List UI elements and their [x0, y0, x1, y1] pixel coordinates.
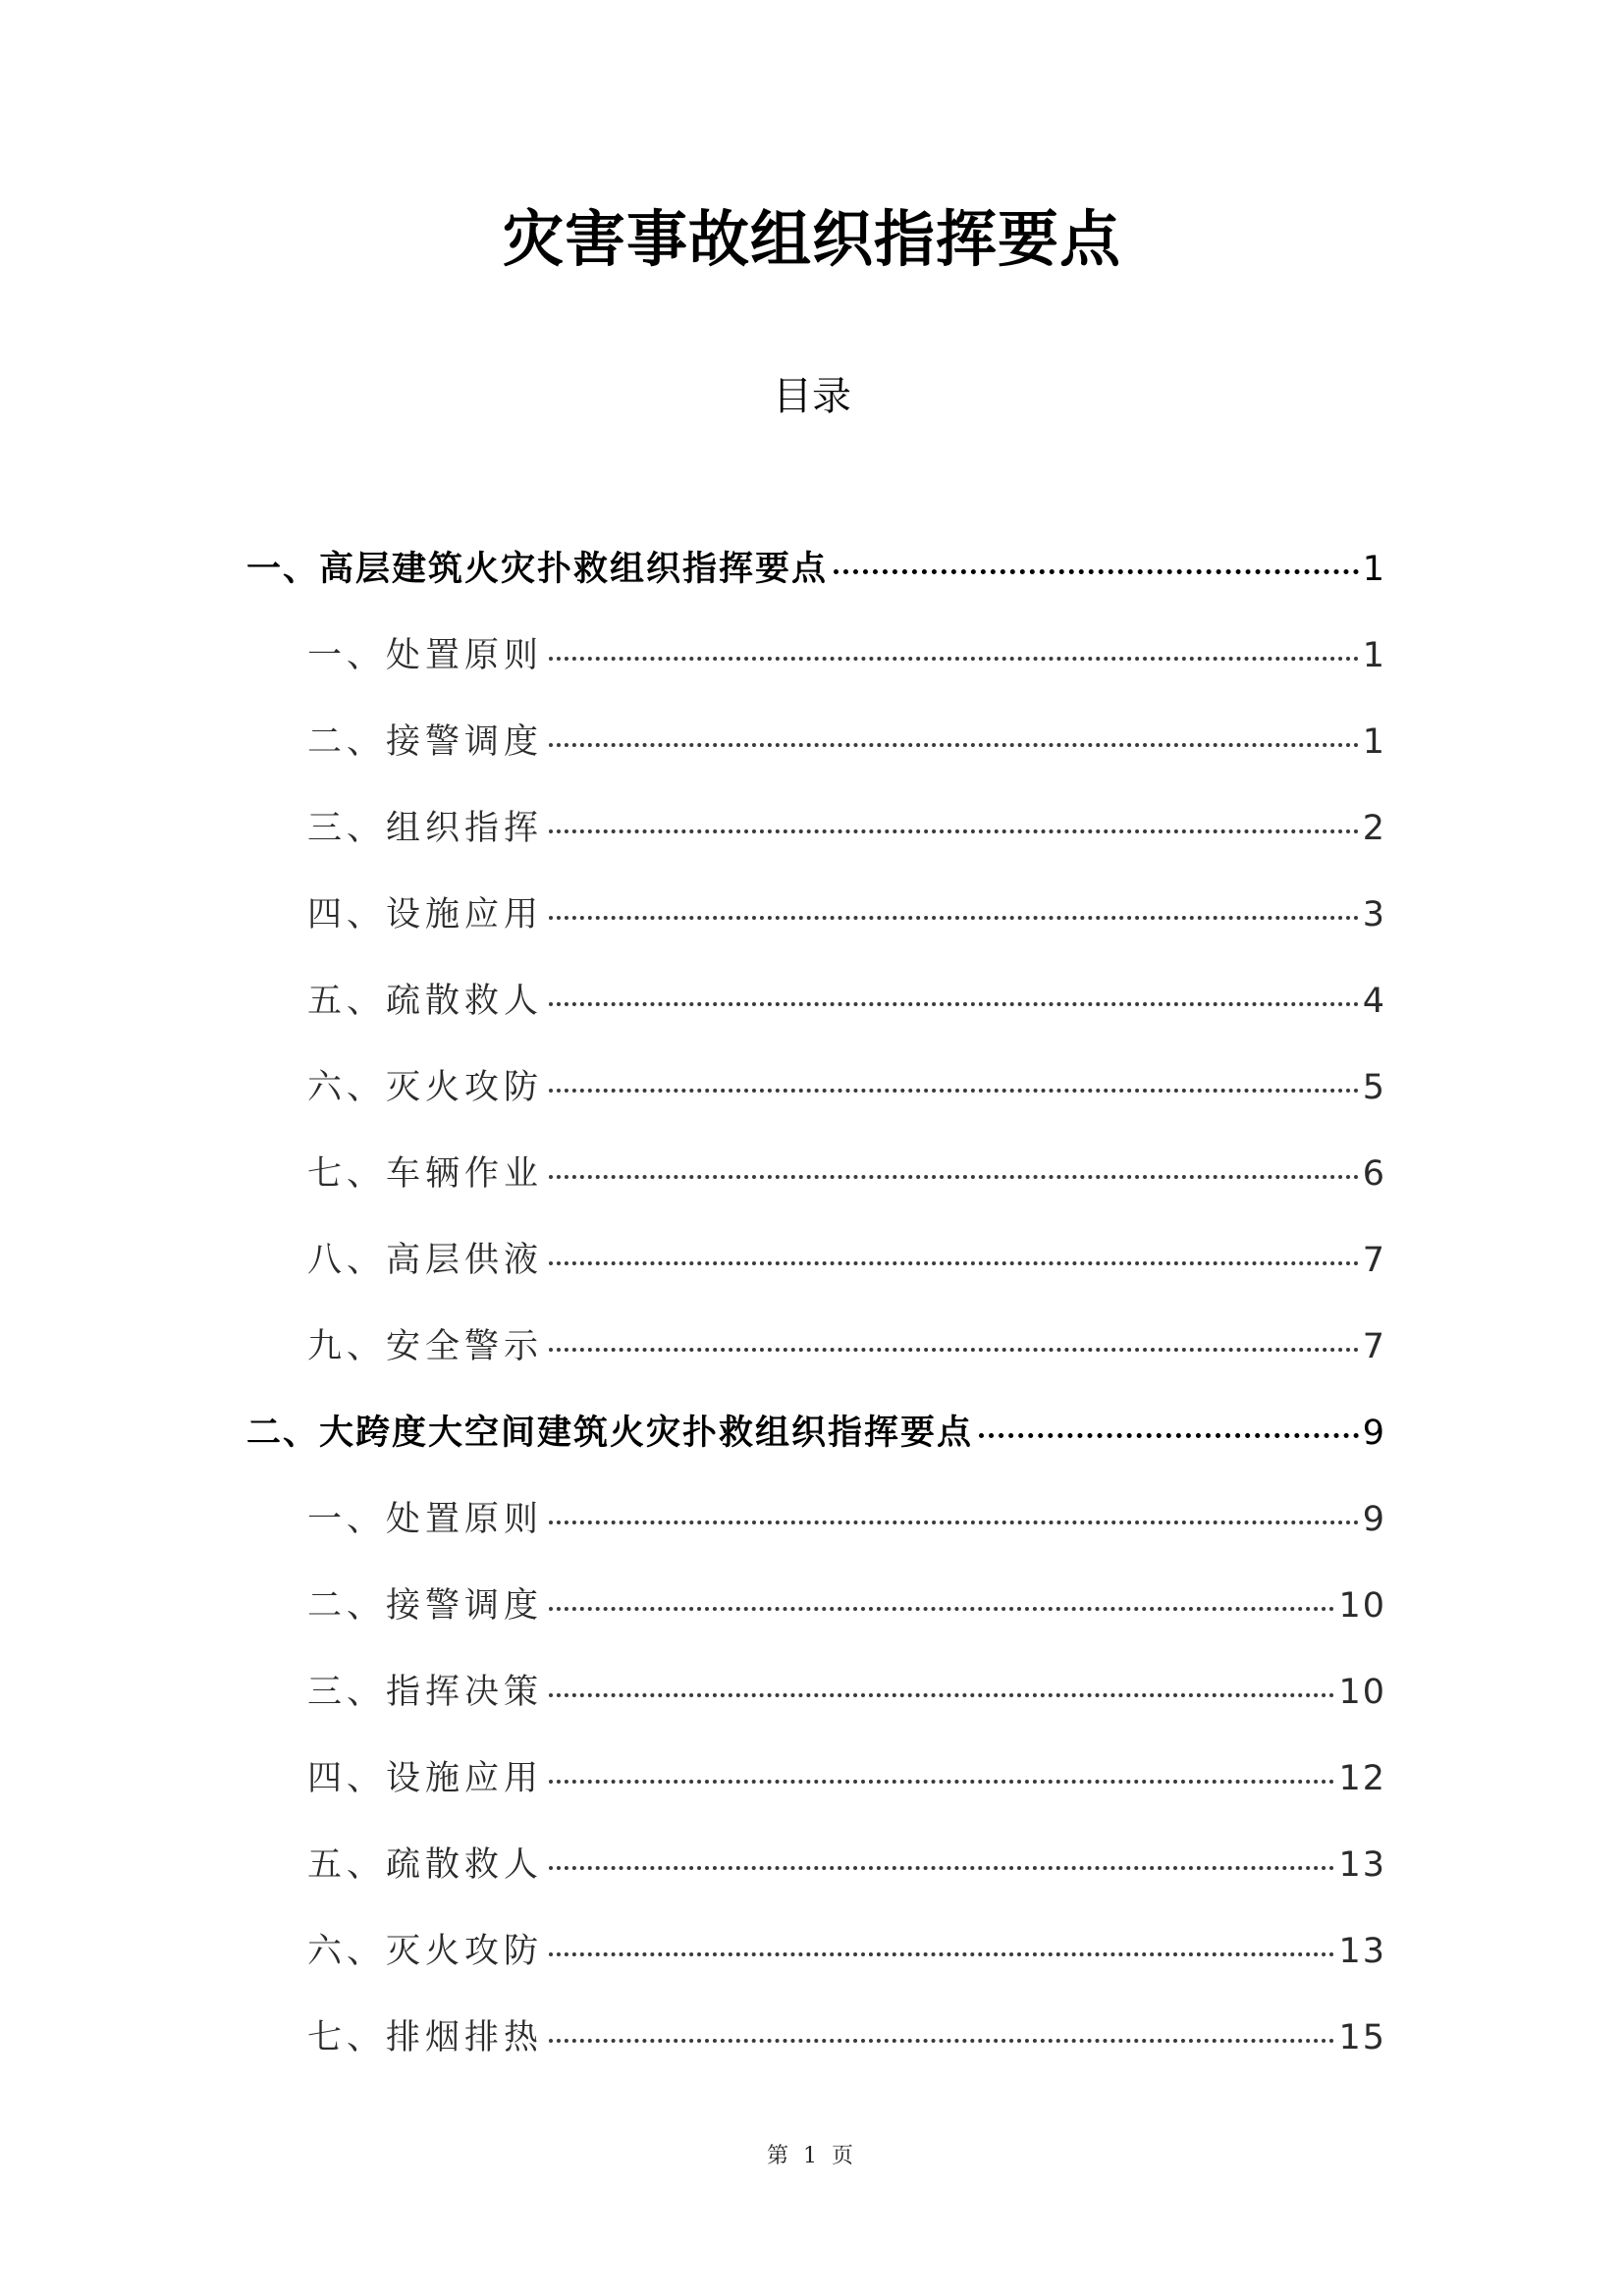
- toc-section-link[interactable]: [246, 1749, 1386, 1836]
- toc-section-link[interactable]: [246, 1663, 1386, 1749]
- toc-entry-title: 四、设施应用: [307, 1759, 544, 1798]
- dot-leader: [549, 916, 1359, 920]
- toc-section-link[interactable]: [246, 1058, 1386, 1145]
- dot-leader: [549, 829, 1359, 833]
- toc-section-link[interactable]: [246, 885, 1386, 972]
- toc-page-number: 7: [1362, 1327, 1386, 1366]
- toc-entry-title: 一、处置原则: [307, 636, 544, 675]
- toc-entry-title: 一、处置原则: [307, 1500, 544, 1539]
- dot-leader: [549, 1002, 1359, 1006]
- toc-page-number: 9: [1362, 1414, 1386, 1453]
- toc-chapter-link[interactable]: [246, 540, 1386, 626]
- dot-leader: [549, 2039, 1334, 2043]
- toc-page-number: 7: [1362, 1241, 1386, 1280]
- toc-entry-title: 八、高层供液: [307, 1241, 544, 1280]
- toc-page-number: 15: [1338, 2018, 1386, 2057]
- toc-page-number: 6: [1362, 1154, 1386, 1194]
- dot-leader: [549, 1607, 1334, 1611]
- toc-entry-title: 六、灭火攻防: [307, 1932, 544, 1971]
- toc-section-link[interactable]: [246, 713, 1386, 799]
- toc-section-link[interactable]: [246, 799, 1386, 885]
- toc-page-number: 5: [1362, 1068, 1386, 1107]
- dot-leader: [549, 743, 1359, 747]
- toc-page-number: 1: [1362, 550, 1386, 589]
- toc-section-link[interactable]: [246, 2008, 1386, 2095]
- toc-section-link[interactable]: [246, 1145, 1386, 1231]
- toc-section-link[interactable]: [246, 626, 1386, 713]
- toc-page-number: 13: [1338, 1932, 1386, 1971]
- dot-leader: [549, 1348, 1359, 1352]
- table-of-contents: [246, 540, 1386, 2095]
- toc-page-number: 13: [1338, 1845, 1386, 1885]
- toc-entry-title: 三、组织指挥: [307, 809, 544, 848]
- dot-leader: [549, 1521, 1359, 1524]
- toc-page-number: 9: [1362, 1500, 1386, 1539]
- toc-page-number: 4: [1362, 982, 1386, 1021]
- toc-entry-title: 二、大跨度大空间建筑火灾扑救组织指挥要点: [246, 1414, 974, 1453]
- toc-heading: 目录: [773, 374, 851, 419]
- toc-section-link[interactable]: [246, 1922, 1386, 2008]
- toc-entry-title: 七、车辆作业: [307, 1154, 544, 1194]
- page-number-footer: 第 1 页: [767, 2144, 857, 2168]
- toc-entry-title: 七、排烟排热: [307, 2018, 544, 2057]
- toc-section-link[interactable]: [246, 1490, 1386, 1576]
- dot-leader: [549, 1261, 1359, 1265]
- dot-leader: [549, 1866, 1334, 1870]
- toc-page-number: 1: [1362, 722, 1386, 762]
- toc-entry-title: 二、接警调度: [307, 722, 544, 762]
- toc-entry-title: 五、疏散救人: [307, 1845, 544, 1885]
- toc-entry-title: 二、接警调度: [307, 1586, 544, 1626]
- dot-leader: [549, 1693, 1334, 1697]
- toc-section-link[interactable]: [246, 972, 1386, 1058]
- toc-page-number: 12: [1338, 1759, 1386, 1798]
- dot-leader: [549, 1175, 1359, 1179]
- toc-section-link[interactable]: [246, 1576, 1386, 1663]
- dot-leader: [834, 569, 1359, 574]
- toc-entry-title: 九、安全警示: [307, 1327, 544, 1366]
- toc-page-number: 3: [1362, 895, 1386, 934]
- toc-entry-title: 六、灭火攻防: [307, 1068, 544, 1107]
- toc-page-number: 10: [1338, 1586, 1386, 1626]
- toc-page-number: 2: [1362, 809, 1386, 848]
- toc-entry-title: 一、高层建筑火灾扑救组织指挥要点: [246, 550, 829, 589]
- toc-page-number: 10: [1338, 1673, 1386, 1712]
- dot-leader: [979, 1433, 1359, 1438]
- dot-leader: [549, 1089, 1359, 1093]
- toc-entry-title: 五、疏散救人: [307, 982, 544, 1021]
- toc-entry-title: 四、设施应用: [307, 895, 544, 934]
- toc-page-number: 1: [1362, 636, 1386, 675]
- document-title: 灾害事故组织指挥要点: [502, 203, 1121, 275]
- toc-section-link[interactable]: [246, 1836, 1386, 1922]
- dot-leader: [549, 657, 1359, 661]
- toc-chapter-link[interactable]: [246, 1404, 1386, 1490]
- toc-section-link[interactable]: [246, 1317, 1386, 1404]
- toc-section-link[interactable]: [246, 1231, 1386, 1317]
- toc-entry-title: 三、指挥决策: [307, 1673, 544, 1712]
- dot-leader: [549, 1952, 1334, 1956]
- dot-leader: [549, 1780, 1334, 1784]
